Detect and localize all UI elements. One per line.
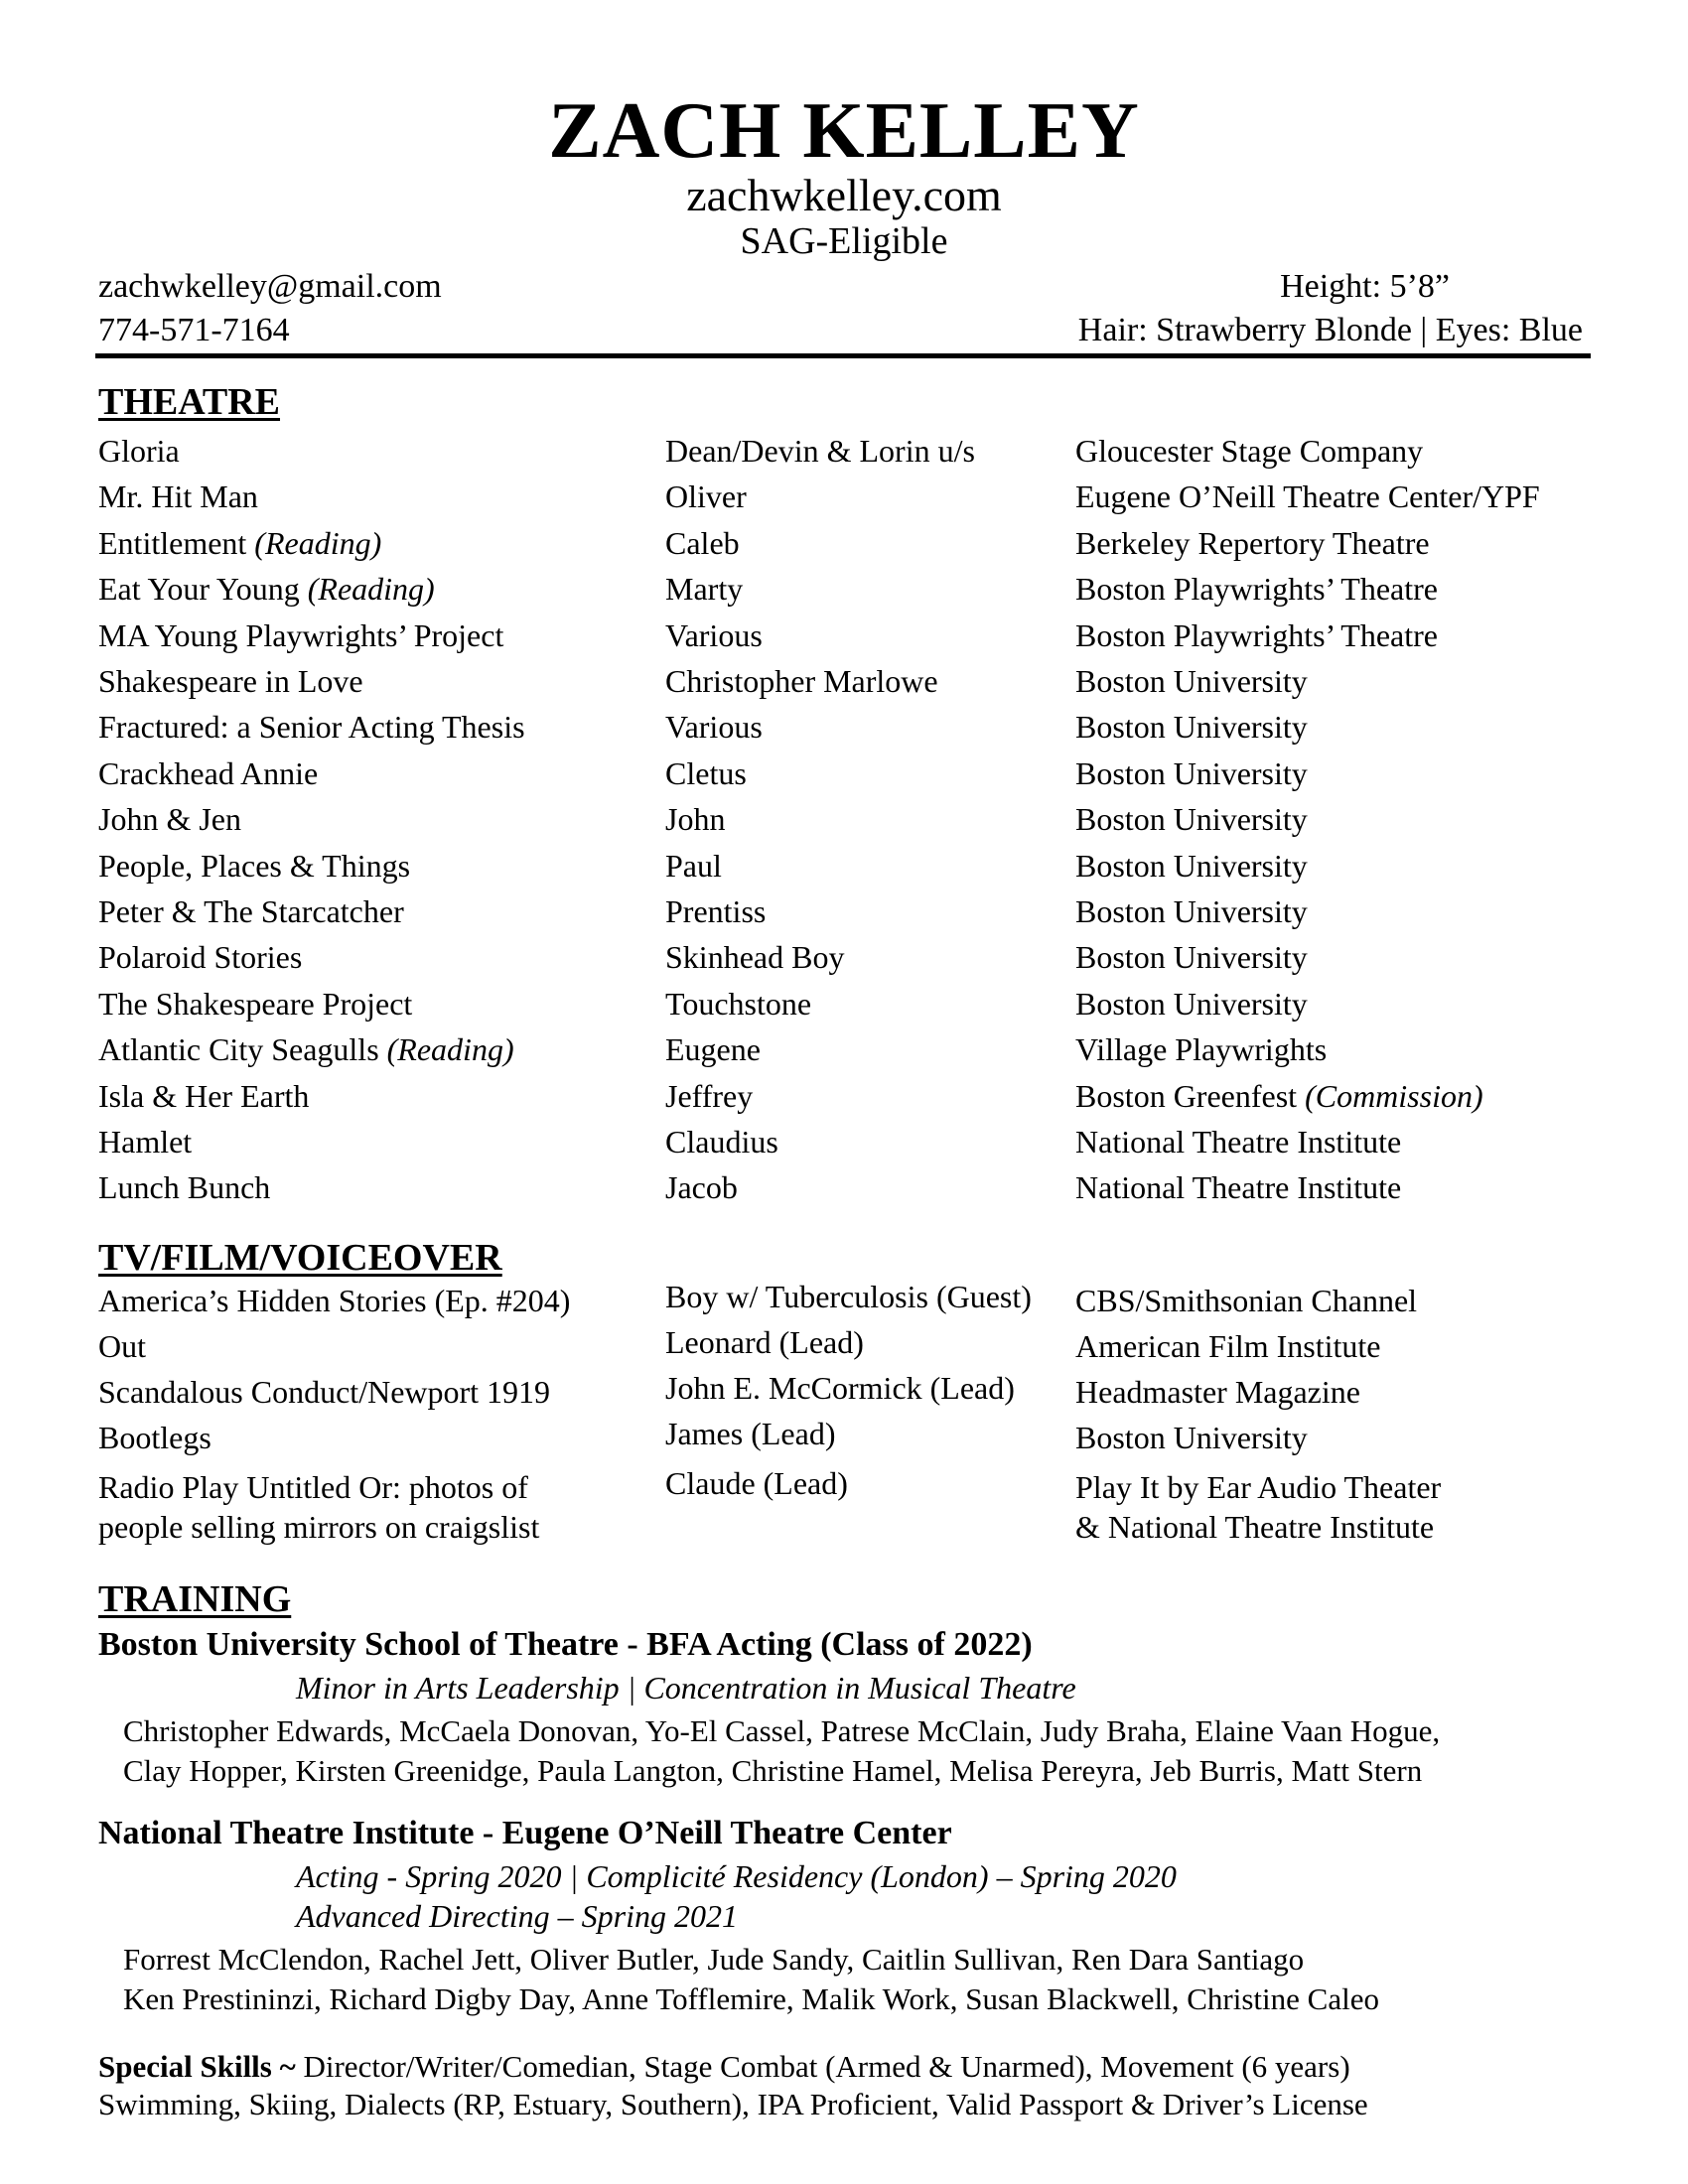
show-title: People, Places & Things bbox=[98, 847, 411, 884]
role: Eugene bbox=[665, 1031, 761, 1068]
show-title: John & Jen bbox=[98, 801, 241, 838]
theatre-credit-row bbox=[0, 985, 1688, 1027]
role: Various bbox=[665, 616, 763, 653]
training-heading: TRAINING bbox=[98, 1578, 292, 1620]
theatre-credit-row bbox=[0, 895, 1688, 935]
bu-detail: Minor in Arts Leadership | Concentration in Musical Theatre bbox=[296, 1670, 1076, 1706]
role: Skinhead Boy bbox=[665, 939, 845, 976]
nti-school: National Theatre Institute - Eugene O’Neill Theatre Center bbox=[98, 1815, 952, 1851]
venue: National Theatre Institute bbox=[1075, 1124, 1402, 1160]
venue-note: (Commission) bbox=[1305, 1077, 1483, 1114]
theatre-credit-row bbox=[0, 847, 1688, 889]
header-divider bbox=[95, 353, 1591, 358]
role: Dean/Devin & Lorin u/s bbox=[665, 433, 975, 469]
venue: Boston Playwrights’ Theatre bbox=[1075, 616, 1438, 653]
venue: Boston University bbox=[1075, 847, 1308, 884]
show-title: Shakespeare in Love bbox=[98, 663, 363, 699]
venue: Boston University bbox=[1075, 754, 1308, 791]
tvfilm-credit-row bbox=[0, 1467, 1688, 1547]
theatre-credit-row bbox=[0, 435, 1688, 475]
theatre-credit-row bbox=[0, 803, 1688, 843]
show-title: Entitlement (Reading) bbox=[98, 524, 382, 561]
role: Oliver bbox=[665, 478, 747, 515]
height-stat: Height: 5’8” bbox=[1280, 268, 1450, 305]
role: Touchstone bbox=[665, 985, 812, 1022]
theatre-credit-row bbox=[0, 941, 1688, 981]
role: Christopher Marlowe bbox=[665, 663, 938, 699]
production: Headmaster Magazine bbox=[1075, 1374, 1360, 1410]
role: Claude (Lead) bbox=[665, 1465, 848, 1501]
theatre-credit-row bbox=[0, 1077, 1688, 1120]
theatre-credit-row bbox=[0, 480, 1688, 520]
role: Paul bbox=[665, 847, 722, 884]
role: Marty bbox=[665, 571, 744, 608]
phone-number[interactable]: 774-571-7164 bbox=[98, 312, 290, 348]
tvfilm-credit-row bbox=[0, 1326, 1688, 1366]
project-title: Out bbox=[98, 1328, 146, 1364]
show-title: Peter & The Starcatcher bbox=[98, 893, 404, 929]
bu-school: Boston University School of Theatre - BFA Acting (Class of 2022) bbox=[98, 1626, 1033, 1663]
theatre-credit-row bbox=[0, 524, 1688, 567]
tvfilm-credit-row bbox=[0, 1372, 1688, 1412]
venue: Boston University bbox=[1075, 893, 1308, 929]
project-title: Scandalous Conduct/Newport 1919 bbox=[98, 1374, 551, 1410]
venue: Gloucester Stage Company bbox=[1075, 433, 1424, 469]
show-title: Fractured: a Senior Acting Thesis bbox=[98, 709, 525, 746]
show-title: Eat Your Young (Reading) bbox=[98, 571, 435, 608]
skills-list-1: Director/Writer/Comedian, Stage Combat (Armed & Unarmed), Movement (6 years) bbox=[303, 2049, 1350, 2084]
nti-teachers-line-1: Forrest McClendon, Rachel Jett, Oliver Butler, Jude Sandy, Caitlin Sullivan, Ren Dara Santiago bbox=[123, 1942, 1305, 1977]
skills-line-2: Swimming, Skiing, Dialects (RP, Estuary, Southern), IPA Proficient, Valid Passport & Driver’s License bbox=[98, 2087, 1368, 2121]
show-title: Isla & Her Earth bbox=[98, 1077, 310, 1114]
theatre-credit-row bbox=[0, 616, 1688, 659]
role: Jacob bbox=[665, 1169, 738, 1206]
theatre-credit-row bbox=[0, 711, 1688, 751]
production: American Film Institute bbox=[1075, 1328, 1381, 1364]
nti-detail-line-1: Acting - Spring 2020 | Complicité Residency (London) – Spring 2020 bbox=[296, 1858, 1177, 1894]
venue: Boston University bbox=[1075, 709, 1308, 746]
tvfilm-credit-row bbox=[0, 1281, 1688, 1320]
project-title: Radio Play Untitled Or: photos of people selling mirrors on craigslist bbox=[98, 1469, 540, 1545]
tvfilm-heading: TV/FILM/VOICEOVER bbox=[98, 1237, 502, 1279]
role: Jeffrey bbox=[665, 1077, 754, 1114]
nti-teachers-line-2: Ken Prestininzi, Richard Digby Day, Anne Tofflemire, Malik Work, Susan Blackwell, Christine Caleo bbox=[123, 1981, 1379, 2016]
show-title-note: (Reading) bbox=[386, 1031, 514, 1068]
role: John bbox=[665, 801, 726, 838]
role: Leonard (Lead) bbox=[665, 1324, 864, 1360]
show-title: Mr. Hit Man bbox=[98, 478, 258, 515]
role: Caleb bbox=[665, 524, 740, 561]
show-title: Gloria bbox=[98, 433, 180, 469]
theatre-credit-row bbox=[0, 1033, 1688, 1073]
tvfilm-credit-row bbox=[0, 1418, 1688, 1457]
theatre-credit-row bbox=[0, 573, 1688, 613]
bu-teachers-line-1: Christopher Edwards, McCaela Donovan, Yo-El Cassel, Patrese McClain, Judy Braha, Elaine Vaan Hogue, bbox=[123, 1713, 1441, 1748]
show-title-note: (Reading) bbox=[307, 571, 435, 608]
venue: Berkeley Repertory Theatre bbox=[1075, 524, 1430, 561]
show-title: The Shakespeare Project bbox=[98, 985, 413, 1022]
skills-label: Special Skills ~ bbox=[98, 2049, 296, 2084]
theatre-credit-row bbox=[0, 1171, 1688, 1211]
actor-name: ZACH KELLEY bbox=[548, 87, 1140, 175]
venue: Village Playwrights bbox=[1075, 1031, 1328, 1068]
union-status: SAG-Eligible bbox=[740, 220, 948, 262]
production: Boston University bbox=[1075, 1420, 1308, 1455]
role: Claudius bbox=[665, 1124, 778, 1160]
role: Prentiss bbox=[665, 893, 767, 929]
venue: Boston University bbox=[1075, 939, 1308, 976]
show-title: MA Young Playwrights’ Project bbox=[98, 616, 504, 653]
role: Cletus bbox=[665, 754, 747, 791]
nti-detail-line-2: Advanced Directing – Spring 2021 bbox=[296, 1898, 738, 1934]
email-address[interactable]: zachwkelley@gmail.com bbox=[98, 268, 442, 305]
show-title: Lunch Bunch bbox=[98, 1169, 271, 1206]
venue: Boston University bbox=[1075, 985, 1308, 1022]
project-title: America’s Hidden Stories (Ep. #204) bbox=[98, 1283, 571, 1318]
show-title: Atlantic City Seagulls (Reading) bbox=[98, 1031, 514, 1068]
show-title-note: (Reading) bbox=[254, 524, 382, 561]
theatre-heading: THEATRE bbox=[98, 381, 281, 423]
skills-line-1 bbox=[98, 2051, 1350, 2082]
production: CBS/Smithsonian Channel bbox=[1075, 1283, 1418, 1318]
role: John E. McCormick (Lead) bbox=[665, 1370, 1015, 1406]
venue: Boston University bbox=[1075, 663, 1308, 699]
role: James (Lead) bbox=[665, 1416, 836, 1451]
venue: National Theatre Institute bbox=[1075, 1169, 1402, 1206]
theatre-credit-row bbox=[0, 1126, 1688, 1165]
website-link[interactable]: zachwkelley.com bbox=[686, 170, 1002, 220]
venue: Eugene O’Neill Theatre Center/YPF bbox=[1075, 478, 1540, 515]
venue: Boston Playwrights’ Theatre bbox=[1075, 571, 1438, 608]
theatre-credit-row bbox=[0, 665, 1688, 705]
show-title: Polaroid Stories bbox=[98, 939, 303, 976]
production: Play It by Ear Audio Theater & National Theatre Institute bbox=[1075, 1469, 1442, 1545]
role: Various bbox=[665, 709, 763, 746]
bu-teachers-line-2: Clay Hopper, Kirsten Greenidge, Paula Langton, Christine Hamel, Melisa Pereyra, Jeb Burris, Matt Stern bbox=[123, 1753, 1423, 1788]
role: Boy w/ Tuberculosis (Guest) bbox=[665, 1279, 1032, 1314]
venue: Boston University bbox=[1075, 801, 1308, 838]
show-title: Hamlet bbox=[98, 1124, 193, 1160]
project-title: Bootlegs bbox=[98, 1420, 211, 1455]
show-title: Crackhead Annie bbox=[98, 754, 319, 791]
hair-eyes-stat: Hair: Strawberry Blonde | Eyes: Blue bbox=[1077, 312, 1583, 348]
venue: Boston Greenfest (Commission) bbox=[1075, 1077, 1483, 1114]
theatre-credit-row bbox=[0, 754, 1688, 797]
